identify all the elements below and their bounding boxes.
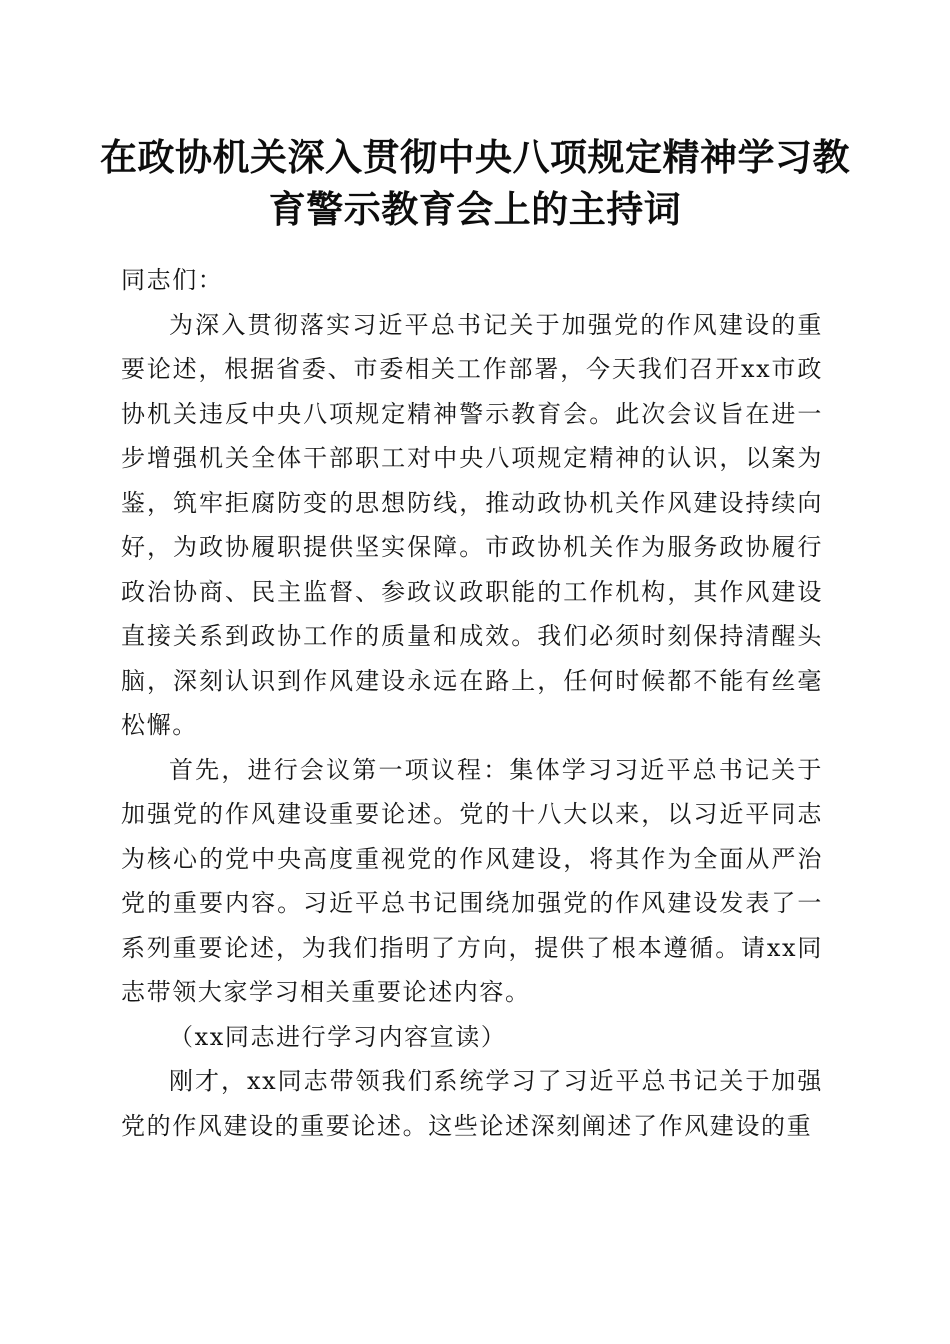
paragraph-stage-note: （xx同志进行学习内容宣读）: [169, 1022, 507, 1051]
paragraph-summary: 刚才，xx同志带领我们系统学习了习近平总书记关于加强党的作风建设的重要论述。这些论述深刻阐述了作风建设的重: [121, 1067, 823, 1140]
salutation: 同志们：: [121, 266, 224, 294]
document-title: 在政协机关深入贯彻中央八项规定精神学习教育警示教育会上的主持词: [100, 136, 850, 231]
document-body: [121, 258, 823, 1148]
paragraph-agenda-one: 首先，进行会议第一项议程：集体学习习近平总书记关于加强党的作风建设重要论述。党的十八大以来，以习近平同志为核心的党中央高度重视党的作风建设，将其作为全面从严治党的重要内容。习近平总书记围绕加强党的作风建设发表了一系列重要论述，为我们指明了方向，提供了根本遵循。请xx同志带领大家学习相关重要论述内容。: [121, 755, 823, 1006]
paragraph-opening: 为深入贯彻落实习近平总书记关于加强党的作风建设的重要论述，根据省委、市委相关工作部署，今天我们召开xx市政协机关违反中央八项规定精神警示教育会。此次会议旨在进一步增强机关全体干部职工对中央八项规定精神的认识，以案为鉴，筑牢拒腐防变的思想防线，推动政协机关作风建设持续向好，为政协履职提供坚实保障。市政协机关作为服务政协履行政治协商、民主监督、参政议政职能的工作机构，其作风建设直接关系到政协工作的质量和成效。我们必须时刻保持清醒头脑，深刻认识到作风建设永远在路上，任何时候都不能有丝毫松懈。: [121, 310, 823, 739]
